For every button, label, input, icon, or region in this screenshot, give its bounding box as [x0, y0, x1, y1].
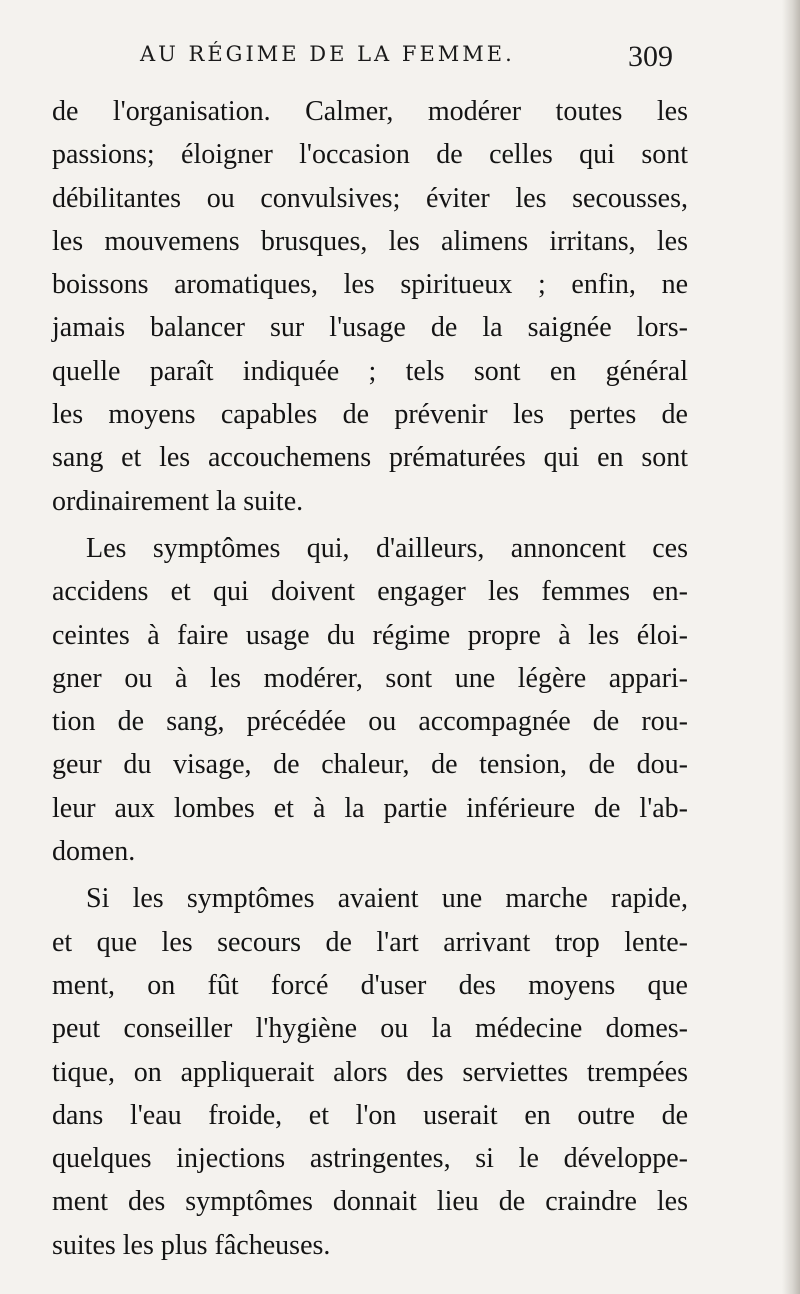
body-text: [52, 90, 688, 1267]
text-line: dans l'eau froide, et l'on userait en outre de: [52, 1099, 688, 1131]
text-line: et que les secours de l'art arrivant trop lente-: [52, 926, 688, 958]
text-line: Si les symptômes avaient une marche rapide,: [86, 883, 688, 915]
text-line: sang et les accouchemens prématurées qui en sont: [52, 442, 688, 474]
text-line: Les symptômes qui, d'ailleurs, annoncent ces: [86, 532, 688, 564]
text-line: accidens et qui doivent engager les femmes en-: [52, 576, 688, 608]
text-line: domen.: [52, 836, 136, 868]
text-line: de l'organisation. Calmer, modérer toutes les: [52, 96, 688, 127]
text-line: ment, on fût forcé d'user des moyens que: [52, 969, 688, 1001]
text-line: gner ou à les modérer, sont une légère appari-: [52, 662, 688, 694]
text-line: peut conseiller l'hygiène ou la médecine domes-: [52, 1013, 688, 1045]
text-line: boissons aromatiques, les spiritueux ; enfin, ne: [52, 269, 688, 301]
text-line: suites les plus fâcheuses.: [52, 1229, 331, 1261]
text-line: passions; éloigner l'occasion de celles qui sont: [52, 139, 688, 171]
running-title: AU RÉGIME DE LA FEMME.: [140, 42, 515, 66]
text-line: jamais balancer sur l'usage de la saignée lors-: [52, 312, 688, 344]
text-line: débilitantes ou convulsives; éviter les secousses,: [52, 182, 688, 214]
text-line: quelques injections astringentes, si le développe-: [52, 1143, 688, 1175]
text-line: leur aux lombes et à la partie inférieure de l'ab-: [52, 792, 688, 824]
text-line: ment des symptômes donnait lieu de craindre les: [52, 1186, 688, 1218]
text-line: quelle paraît indiquée ; tels sont en général: [52, 355, 688, 387]
page-edge-shadow: [782, 0, 800, 1294]
text-line: geur du visage, de chaleur, de tension, de dou-: [52, 749, 688, 781]
text-line: les mouvemens brusques, les alimens irritans, les: [52, 225, 688, 257]
text-line: ordinairement la suite.: [52, 485, 304, 517]
paragraph-1: [52, 90, 688, 523]
text-line: ceintes à faire usage du régime propre à les éloi-: [52, 619, 688, 651]
text-line: tion de sang, précédée ou accompagnée de rou-: [52, 706, 688, 738]
paragraph-3: [52, 877, 688, 1267]
paragraph-2: [52, 527, 688, 873]
text-line: les moyens capables de prévenir les pertes de: [52, 399, 688, 431]
text-line: tique, on appliquerait alors des serviettes trempées: [52, 1056, 688, 1088]
page-number: 309: [628, 40, 673, 73]
